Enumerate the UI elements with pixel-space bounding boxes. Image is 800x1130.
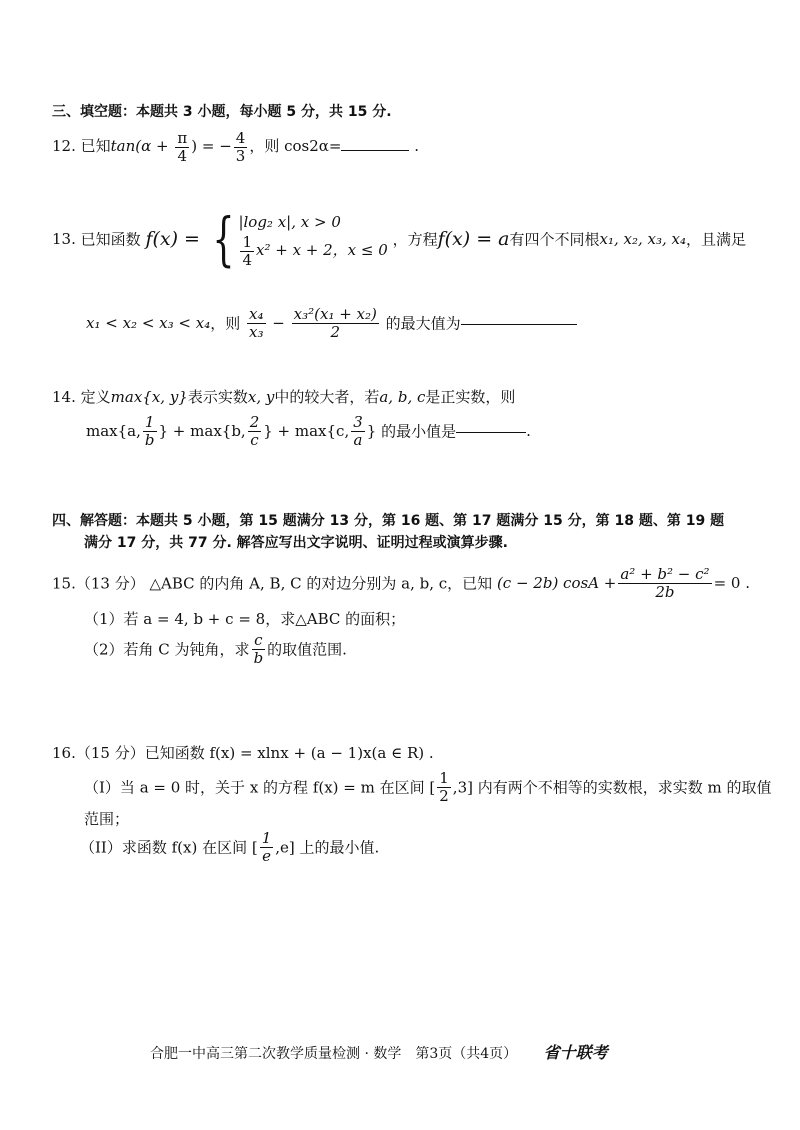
q13-number: 13. bbox=[52, 230, 76, 248]
q14-m3-den: a bbox=[353, 430, 363, 449]
q14-max1: max{a, bbox=[86, 422, 141, 440]
q12-pi-den: 4 bbox=[177, 146, 188, 165]
q14-m1-den: b bbox=[144, 430, 155, 449]
q14-line1d: 是正实数，则 bbox=[425, 388, 516, 406]
q13-f2-den: 2 bbox=[330, 322, 341, 341]
q16-p1-num: 1 bbox=[439, 769, 449, 787]
q13-roots: 有四个不同根 bbox=[509, 230, 600, 249]
q13-cond: x₁ < x₂ < x₃ < x₄ bbox=[86, 314, 211, 332]
question-13 bbox=[52, 205, 747, 273]
q12-number: 12. bbox=[52, 137, 76, 155]
section-4-title-line2: 满分 17 分，共 77 分. 解答应写出文字说明、证明过程或演算步骤. bbox=[84, 535, 508, 551]
q14-answer-blank[interactable] bbox=[456, 430, 526, 433]
q15-frac-num: a² + b² − c² bbox=[620, 565, 710, 583]
q13-minus: − bbox=[272, 314, 285, 332]
q13-f1-den: x₃ bbox=[249, 322, 264, 341]
q16-p2-den: e bbox=[262, 846, 271, 865]
q16-p2-num: 1 bbox=[261, 829, 272, 847]
q14-m2-den: c bbox=[250, 430, 259, 449]
q15-part1: （1）若 a = 4, b + c = 8，求△ABC 的面积； bbox=[84, 610, 406, 628]
q13-prefix: 已知函数 bbox=[80, 230, 141, 249]
q16-p1-den: 2 bbox=[439, 786, 449, 805]
q14-m1-num: 1 bbox=[143, 414, 157, 432]
question-14-line2 bbox=[86, 414, 531, 448]
q15-eq0: = 0 . bbox=[713, 574, 750, 592]
q15-text1: △ABC 的内角 A, B, C 的对边分别为 a, b, c，已知 bbox=[149, 574, 493, 593]
q16-p2a: （II）求函数 f(x) 在区间 [ bbox=[80, 838, 258, 857]
question-15 bbox=[52, 566, 750, 600]
q12-eq: ) = − bbox=[191, 137, 232, 155]
q14-xy: x, y bbox=[247, 388, 275, 406]
q12-then: ，则 cos2α= bbox=[249, 137, 342, 155]
q12-answer-blank[interactable] bbox=[341, 148, 409, 151]
q13-fx-eq-a: f(x) = a bbox=[437, 228, 510, 250]
q12-val-den: 3 bbox=[235, 146, 246, 165]
q14-line1a: 定义 bbox=[80, 388, 111, 406]
q13-f1-num: x₄ bbox=[249, 305, 264, 323]
q12-val-num: 4 bbox=[235, 129, 246, 147]
q14-line1c: 中的较大者，若 bbox=[274, 388, 380, 406]
q14-end: . bbox=[526, 422, 531, 440]
q14-number: 14. bbox=[52, 388, 76, 406]
q12-tan: tan(α + bbox=[110, 137, 169, 155]
q14-max2: } + max{b, bbox=[158, 422, 246, 440]
footer-text: 合肥一中高三第二次教学质量检测 · 数学 第3页（共4页） bbox=[150, 1046, 518, 1062]
q13-mid: ，方程 bbox=[392, 230, 438, 249]
q15-part2 bbox=[84, 632, 347, 666]
q14-line1b: 表示实数 bbox=[187, 388, 248, 406]
q14-m3-num: 3 bbox=[353, 413, 363, 431]
question-12 bbox=[52, 130, 419, 164]
q16-p1b: ,3] 内有两个不相等的实数根，求实数 m 的取值 bbox=[452, 778, 772, 797]
footer-stamp: 省十联考 bbox=[543, 1043, 608, 1062]
q13-then: ，则 bbox=[210, 314, 241, 333]
q12-end: . bbox=[414, 137, 420, 155]
q14-maxxy: max{x, y} bbox=[110, 388, 188, 406]
q13-roots-vars: x₁, x₂, x₃, x₄ bbox=[599, 230, 687, 248]
q12-prefix: 已知 bbox=[80, 137, 111, 155]
q13-case2-den: 4 bbox=[242, 250, 252, 269]
q15-p2-den: b bbox=[253, 648, 264, 667]
q13-answer-blank[interactable] bbox=[461, 322, 577, 325]
q14-abc: a, b, c bbox=[379, 388, 426, 406]
q13-case1: |log₂ x|, x > 0 bbox=[238, 213, 341, 231]
q16-part1-cont: 范围； bbox=[84, 810, 130, 828]
q16-part1 bbox=[84, 770, 772, 804]
q16-p1a: （I）当 a = 0 时，关于 x 的方程 f(x) = m 在区间 [ bbox=[84, 778, 436, 797]
q13-case2-rest: x² + x + 2，x ≤ 0 bbox=[256, 241, 388, 259]
question-14 bbox=[52, 386, 515, 407]
q13-tail: ，且满足 bbox=[686, 230, 747, 249]
q15-frac-den: 2b bbox=[655, 582, 675, 601]
q16-p2b: ,e] 上的最小值. bbox=[275, 838, 380, 857]
q13-ask: 的最大值为 bbox=[385, 314, 461, 333]
q14-ask: 的最小值是 bbox=[381, 422, 457, 441]
q14-max3: } + max{c, bbox=[263, 422, 350, 440]
q16-part2 bbox=[80, 830, 379, 864]
question-13-line2 bbox=[86, 306, 577, 340]
q13-fx: f(x) = bbox=[145, 228, 200, 250]
page-footer bbox=[150, 1040, 608, 1063]
q15-number: 15.（13 分） bbox=[52, 574, 145, 593]
section-3-title: 三、填空题：本题共 3 小题，每小题 5 分，共 15 分. bbox=[52, 104, 392, 120]
q13-brace: { bbox=[212, 205, 235, 273]
q12-pi-num: π bbox=[177, 129, 188, 147]
q14-m2-num: 2 bbox=[249, 413, 260, 431]
q13-f2-num: x₃²(x₁ + x₂) bbox=[293, 305, 377, 323]
section-4-title-line1: 四、解答题：本题共 5 小题，第 15 题满分 13 分，第 16 题、第 17 题满分 15 分，第 18 题、第 19 题 bbox=[52, 513, 725, 529]
q14-close: } bbox=[366, 422, 377, 440]
q15-p2b: 的取值范围. bbox=[267, 640, 347, 659]
q15-p2-num: c bbox=[252, 632, 266, 650]
q15-p2a: （2）若角 C 为钝角，求 bbox=[84, 640, 250, 659]
q15-expr: (c − 2b) cosA + bbox=[496, 574, 617, 592]
question-16: 16.（15 分）已知函数 f(x) = xlnx + (a − 1)x(a ∈ R) . bbox=[52, 744, 434, 762]
q13-case2-num: 1 bbox=[242, 233, 252, 251]
